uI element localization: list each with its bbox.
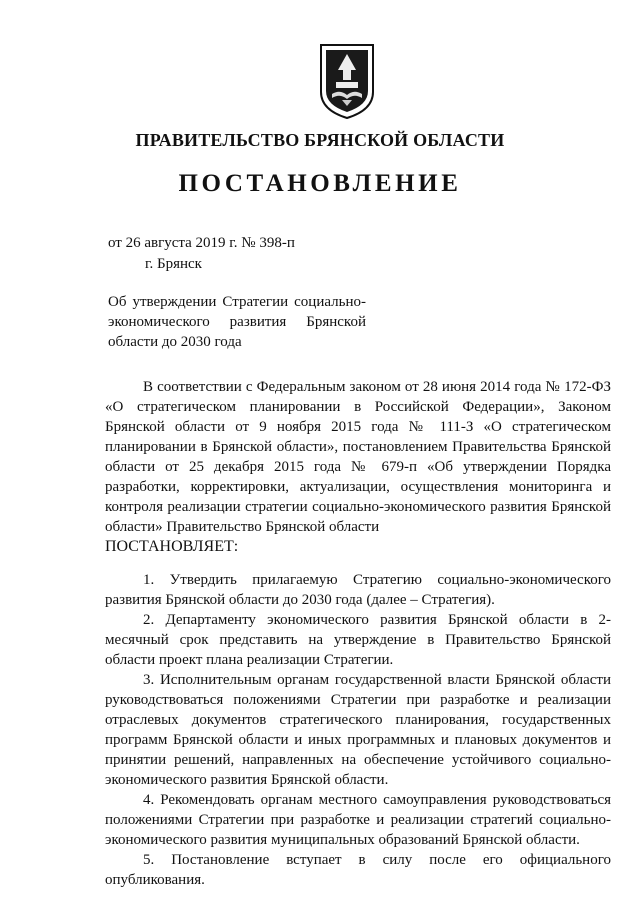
item-paragraph: 5. Постановление вступает в силу после его официального опубликования.	[105, 852, 611, 888]
document-body	[105, 377, 611, 890]
document-type-title: ПОСТАНОВЛЕНИЕ	[178, 170, 462, 197]
bryansk-coat-of-arms-icon	[318, 42, 376, 120]
item-paragraph: 2. Департаменту экономического развития Брянской области в 2-месячный срок представить на утверждение в Правительство Брянской области проект плана реализации Стратегии.	[105, 612, 611, 668]
item-paragraph: 3. Исполнительным органам государственной власти Брянской области руководствоваться положениями Стратегии при разработке и реализации отраслевых документов стратегического планирования, государственных программ Брянской области и иных программных и плановых документов и принятии решений, направленных на обеспечение устойчивого социально-экономического развития Брянской области.	[105, 672, 611, 788]
city-line: г. Брянск	[145, 256, 202, 272]
item-paragraph: 1. Утвердить прилагаемую Стратегию социально-экономического развития Брянской области до 2030 года (далее – Стратегия).	[105, 572, 611, 608]
preamble-paragraph: В соответствии с Федеральным законом от 28 июня 2014 года № 172-ФЗ «О стратегическом планировании в Российской Федерации», Законом Брянской области от 9 ноября 2015 года № 111-З «О стратегическом планировании в Брянской области», постановлением Правительства Брянской области от 25 декабря 2015 года № 679-п «Об утверждении Порядка разработки, корректировки, актуализации, осуществления мониторинга и контроля реализации стратегии социально-экономического развития Брянской области» Правительство Брянской области	[105, 379, 611, 535]
date-number-line: от 26 августа 2019 г. № 398-п	[108, 235, 295, 251]
item-paragraph: 4. Рекомендовать органам местного самоуправления руководствоваться положениями Стратегии при разработке и реализации стратегий социально-экономического развития муниципальных образований Брянской области.	[105, 792, 611, 848]
subject-heading: Об утверждении Стратегии социально-экономического развития Брянской области до 2030 года	[108, 294, 366, 350]
spacer	[105, 557, 611, 570]
decree-word: ПОСТАНОВЛЯЕТ:	[105, 538, 239, 555]
government-title: ПРАВИТЕЛЬСТВО БРЯНСКОЙ ОБЛАСТИ	[135, 130, 505, 150]
